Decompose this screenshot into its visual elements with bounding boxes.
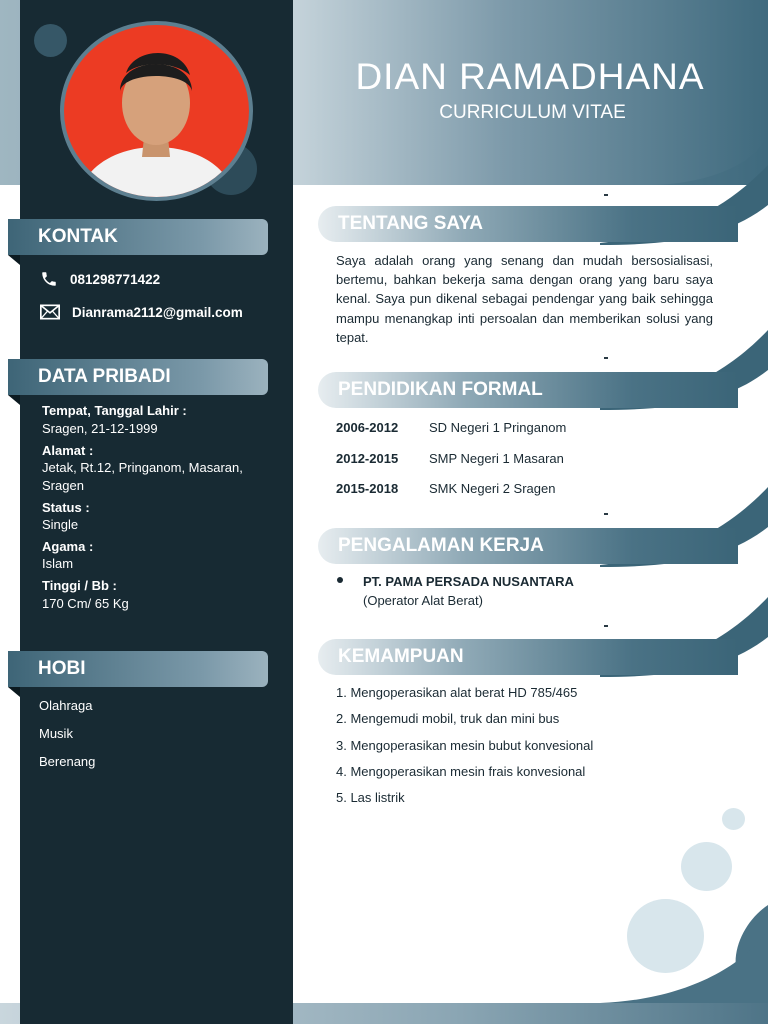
ribbon-fold: [8, 395, 20, 405]
profile-photo: [60, 21, 253, 201]
bullet-icon: [337, 577, 343, 583]
education-years: 2015-2018: [336, 481, 399, 496]
contact-heading: KONTAK: [8, 219, 268, 255]
phone-number: 081298771422: [70, 271, 161, 287]
education-school: SD Negeri 1 Pringanom: [429, 420, 567, 435]
skill-item: 4. Mengoperasikan mesin frais konvesional: [336, 764, 586, 779]
height-weight-label: Tinggi / Bb :: [42, 578, 117, 593]
height-weight-value: 170 Cm/ 65 Kg: [42, 596, 129, 611]
person-icon: [64, 25, 249, 197]
education-school: SMK Negeri 2 Sragen: [429, 481, 556, 496]
education-school: SMP Negeri 1 Masaran: [429, 451, 564, 466]
hobby-item: Berenang: [39, 754, 96, 769]
status-value: Single: [42, 517, 79, 532]
education-heading: PENDIDIKAN FORMAL: [318, 372, 738, 408]
personal-data-heading: DATA PRIBADI: [8, 359, 268, 395]
phone-icon: [40, 270, 58, 288]
education-years: 2012-2015: [336, 451, 399, 466]
email-row: [40, 304, 243, 320]
decorative-bubble: [722, 808, 745, 830]
decorative-bubble: [627, 899, 704, 973]
ribbon-fold: [8, 687, 20, 697]
hobby-item: Musik: [39, 726, 73, 741]
address-value: Jetak, Rt.12, Pringanom, Masaran, Sragen: [42, 460, 243, 493]
religion-value: Islam: [42, 556, 74, 571]
skill-item: 1. Mengoperasikan alat berat HD 785/465: [336, 685, 578, 700]
skill-item: 2. Mengemudi mobil, truk dan mini bus: [336, 711, 560, 726]
experience-heading: PENGALAMAN KERJA: [318, 528, 738, 564]
document-subtitle: CURRICULUM VITAE: [439, 102, 626, 123]
job-role: (Operator Alat Berat): [363, 593, 483, 608]
about-text: Saya adalah orang yang senang dan mudah bersosialisasi, bertemu, bahkan bekerja sama dengan orang yang baru saya kenal. Saya pun dikenal sebagai pendengar yang baik sehingga mampu menangkap inti persoalan dan memberikan solusi yang tepat.: [336, 253, 713, 345]
decorative-dot: [34, 24, 67, 57]
about-heading: TENTANG SAYA: [318, 206, 738, 242]
tick-mark: [604, 357, 608, 359]
phone-row: [40, 270, 160, 288]
tick-mark: [604, 625, 608, 627]
religion-label: Agama :: [42, 539, 94, 554]
hobbies-heading: HOBI: [8, 651, 268, 687]
address-label: Alamat :: [42, 443, 94, 458]
decorative-bubble: [681, 842, 732, 891]
skills-heading: KEMAMPUAN: [318, 639, 738, 675]
company-name: PT. PAMA PERSADA NUSANTARA: [363, 574, 574, 589]
mail-icon: [40, 304, 60, 320]
hobby-item: Olahraga: [39, 698, 93, 713]
status-label: Status :: [42, 500, 90, 515]
skill-item: 5. Las listrik: [336, 790, 405, 805]
email-address: Dianrama2112@gmail.com: [72, 304, 243, 320]
ribbon-fold: [8, 255, 20, 265]
skill-item: 3. Mengoperasikan mesin bubut konvesional: [336, 738, 594, 753]
birth-label: Tempat, Tanggal Lahir :: [42, 403, 187, 418]
education-years: 2006-2012: [336, 420, 399, 435]
full-name: DIAN RAMADHANA: [355, 56, 705, 97]
tick-mark: [604, 194, 608, 196]
birth-value: Sragen, 21-12-1999: [42, 421, 158, 436]
tick-mark: [604, 513, 608, 515]
